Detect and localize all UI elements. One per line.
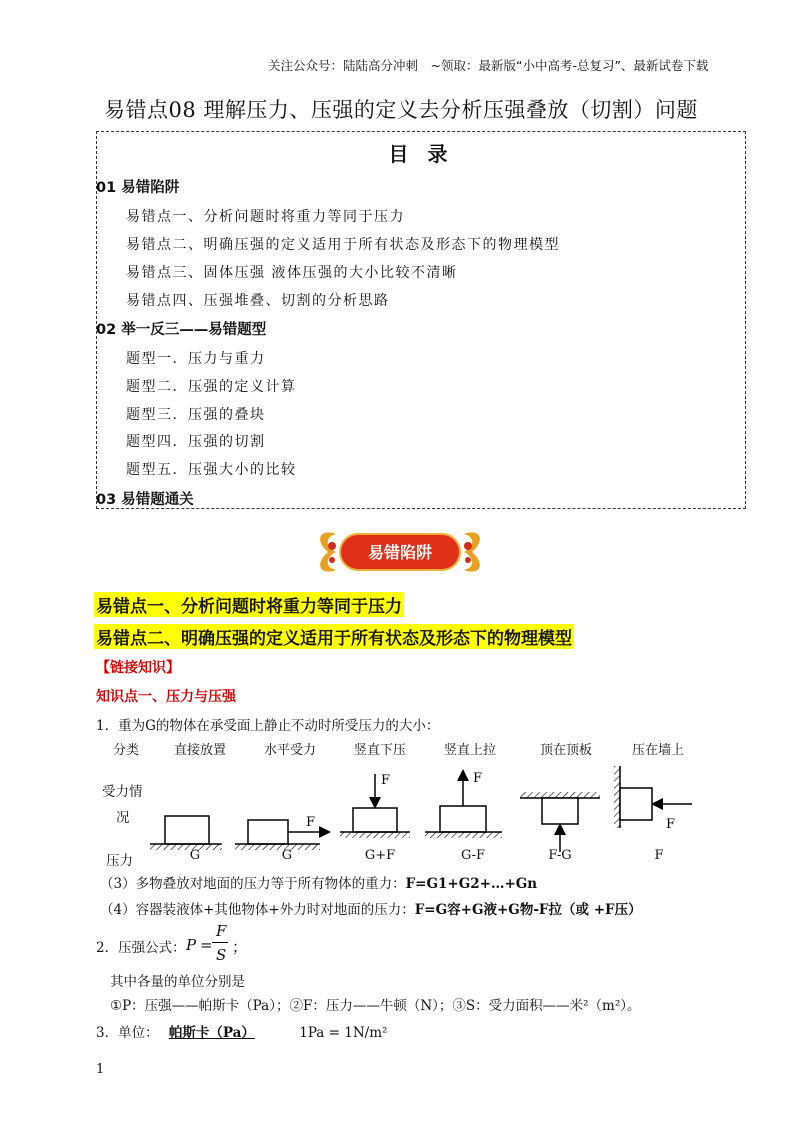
force-label: F bbox=[381, 773, 391, 788]
force-label: F bbox=[306, 815, 316, 830]
page-number: 1 bbox=[96, 1062, 105, 1077]
category-label: 压在墙上 bbox=[631, 743, 684, 758]
formula-stacked: F=G1+G2+…+Gn bbox=[405, 876, 538, 892]
toc-item: 易错点二、明确压强的定义适用于所有状态及形态下的物理模型 bbox=[126, 237, 560, 253]
diagram-pull-up bbox=[425, 772, 502, 838]
toc-section-3: 03 易错题通关 bbox=[96, 492, 194, 508]
paragraph-4: （4）容器装液体+其他物体+外力时对地面的压力：F=G容+G液+G物-F拉（或 +F压） bbox=[100, 902, 642, 918]
units-line: ①P：压强——帕斯卡（Pa）；②F：压力——牛顿（N）；③S：受力面积——米²（m²）。 bbox=[110, 998, 641, 1014]
toc-heading: 目 录 bbox=[388, 142, 454, 166]
toc-item: 题型三．压强的叠块 bbox=[126, 407, 266, 423]
paragraph-2-label: 2．压强公式： bbox=[96, 940, 186, 956]
link-knowledge-label: 【链接知识】 bbox=[96, 660, 180, 676]
knowledge-point-1: 知识点一、压力与压强 bbox=[96, 689, 236, 705]
section-banner bbox=[310, 526, 490, 578]
pressure-value: F-G bbox=[548, 848, 572, 863]
row-label: 况 bbox=[116, 810, 130, 826]
category-label: 水平受力 bbox=[263, 743, 316, 758]
toc-item: 易错点四、压强堆叠、切割的分析思路 bbox=[126, 293, 390, 309]
unit-equation: 1Pa = 1N/m² bbox=[299, 1025, 388, 1041]
diagram-wall bbox=[614, 766, 692, 828]
unit-name: 帕斯卡（Pa） bbox=[168, 1025, 255, 1041]
diagram-press-down bbox=[340, 774, 410, 838]
pressure-value: G-F bbox=[460, 848, 486, 863]
toc-item: 题型五．压强大小的比较 bbox=[126, 462, 297, 478]
category-label: 直接放置 bbox=[173, 743, 226, 758]
category-label: 顶在顶板 bbox=[539, 743, 592, 758]
diagram-ceiling bbox=[520, 792, 600, 852]
page-title: 易错点08 理解压力、压强的定义去分析压强叠放（切割）问题 bbox=[104, 98, 698, 122]
toc-section-2: 02 举一反三——易错题型 bbox=[96, 322, 267, 338]
formula-container: F=G容+G液+G物-F拉（或 +F压） bbox=[414, 902, 642, 918]
category-label: 竖直上拉 bbox=[443, 743, 496, 758]
pressure-value: F bbox=[654, 848, 664, 863]
category-label: 分类 bbox=[112, 743, 139, 758]
force-label: F bbox=[666, 817, 676, 832]
highlight-pitfall-1: 易错点一、分析问题时将重力等同于压力 bbox=[94, 592, 404, 617]
toc-item: 题型一．压力与重力 bbox=[126, 351, 266, 367]
paragraph-3: （3）多物叠放对地面的压力等于所有物体的重力：F=G1+G2+…+Gn bbox=[100, 876, 538, 892]
force-diagrams bbox=[140, 760, 720, 860]
paragraph-1: 1．重为G的物体在承受面上静止不动时所受压力的大小： bbox=[96, 718, 440, 734]
row-label: 受力情 bbox=[102, 784, 143, 800]
pressure-value: G bbox=[281, 848, 293, 863]
toc-item: 易错点三、固体压强 液体压强的大小比较不清晰 bbox=[126, 265, 458, 281]
unit-paragraph: 3．单位： 帕斯卡（Pa） 1Pa = 1N/m² bbox=[96, 1025, 388, 1041]
units-intro: 其中各量的单位分别是 bbox=[110, 974, 245, 990]
diagram-direct bbox=[150, 816, 222, 850]
highlight-pitfall-2: 易错点二、明确压强的定义适用于所有状态及形态下的物理模型 bbox=[94, 624, 574, 649]
category-label: 竖直下压 bbox=[353, 743, 406, 758]
pressure-label: 压力 bbox=[106, 853, 133, 869]
banner-text: 易错陷阱 bbox=[367, 543, 433, 562]
toc-item: 题型四．压强的切割 bbox=[126, 434, 266, 450]
toc-item: 易错点一、分析问题时将重力等同于压力 bbox=[126, 209, 405, 225]
force-label: F bbox=[473, 771, 483, 786]
pressure-value: G+F bbox=[364, 848, 396, 863]
header-note: 关注公众号：陆陆高分冲刺 ~领取：最新版“小中高考-总复习”、最新试卷下载 bbox=[268, 58, 709, 73]
pressure-value: G bbox=[189, 848, 201, 863]
toc-section-1: 01 易错陷阱 bbox=[96, 180, 180, 196]
toc-item: 题型二．压强的定义计算 bbox=[126, 379, 297, 395]
